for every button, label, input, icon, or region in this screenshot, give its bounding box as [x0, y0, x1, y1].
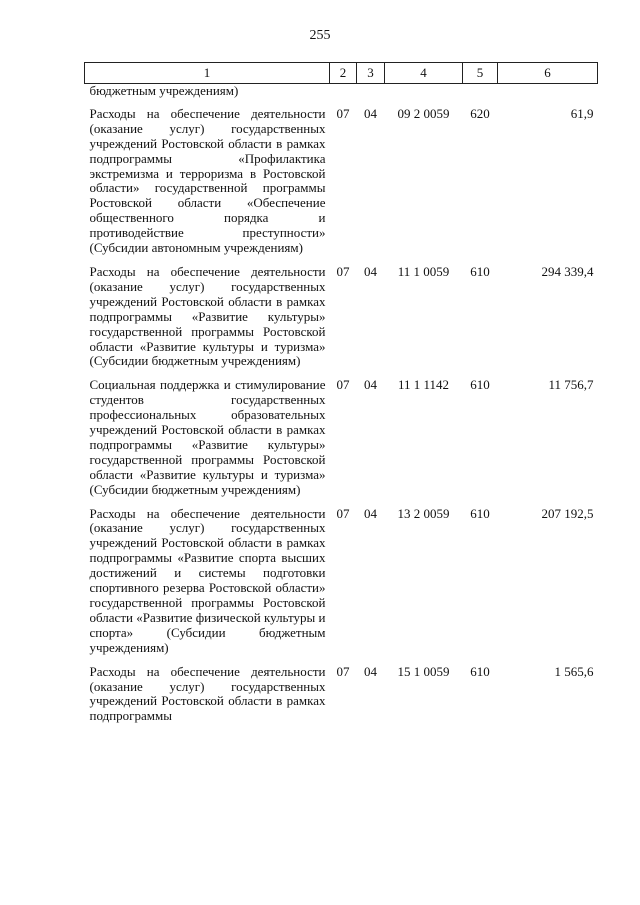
- row-description: Расходы на обеспечение деятельности (оказание услуг) государственных учреждений Ростовской области в рамках подпрограммы «Профилактика экстремизма и терроризма в Ростовской области» государственной программы Ростовской области «Обеспечение общественного порядка и противодействие преступности» (Субсидии автономным учреждениям): [89, 105, 326, 256]
- table-row: [85, 374, 598, 502]
- row-expense-type: 610: [470, 663, 490, 679]
- row-section: 07: [336, 505, 350, 521]
- header-col-4: 4: [385, 63, 463, 84]
- header-col-1: 1: [85, 63, 330, 84]
- header-col-5: 5: [463, 63, 498, 84]
- continuation-text: бюджетным учреждениям): [89, 83, 239, 98]
- row-section: 07: [336, 105, 350, 121]
- row-subsection: 04: [364, 663, 377, 679]
- row-expense-type: 610: [470, 263, 490, 279]
- row-expense-type: 610: [470, 377, 490, 393]
- row-description: Социальная поддержка и стимулирование студентов государственных профессиональных образовательных учреждений Ростовской области в рамках подпрограммы «Развитие культуры» государственной программы Ростовской области «Развитие культуры и туризма» (Субсидии бюджетным учреждениям): [89, 377, 326, 497]
- row-expense-type: 610: [470, 505, 490, 521]
- row-subsection: 04: [364, 263, 377, 279]
- page-number: 255: [309, 28, 331, 43]
- row-subsection: 04: [364, 377, 377, 393]
- header-col-6: 6: [498, 63, 598, 84]
- row-description: Расходы на обеспечение деятельности (оказание услуг) государственных учреждений Ростовской области в рамках подпрограммы «Развитие спорта высших достижений и системы подготовки спортивного резерва Ростовской области» государственной программы Ростовской области «Развитие физической культуры и спорта» (Субсидии бюджетным учреждениям): [89, 505, 326, 655]
- row-subsection: 04: [364, 105, 377, 121]
- row-target-article: 11 1 1142: [397, 377, 450, 393]
- continuation-row: [85, 84, 598, 103]
- row-target-article: 15 1 0059: [397, 663, 450, 679]
- table-row: [85, 503, 598, 661]
- header-col-3: 3: [357, 63, 385, 84]
- row-expense-type: 620: [470, 105, 490, 121]
- row-description: Расходы на обеспечение деятельности (оказание услуг) государственных учреждений Ростовской области в рамках подпрограммы «Развитие культуры» государственной программы Ростовской области «Развитие культуры и туризма» (Субсидии бюджетным учреждениям): [89, 263, 326, 369]
- row-section: 07: [336, 663, 350, 679]
- row-section: 07: [336, 263, 350, 279]
- row-target-article: 11 1 0059: [397, 263, 450, 279]
- table-row: [85, 661, 598, 730]
- budget-table: [84, 62, 598, 729]
- row-amount: 294 339,4: [541, 263, 594, 279]
- row-amount: 11 756,7: [548, 377, 594, 393]
- row-subsection: 04: [364, 505, 377, 521]
- header-col-2: 2: [330, 63, 357, 84]
- row-description: Расходы на обеспечение деятельности (оказание услуг) государственных учреждений Ростовской области в рамках подпрограммы: [89, 663, 326, 724]
- row-amount: 61,9: [570, 105, 594, 121]
- row-target-article: 09 2 0059: [397, 105, 450, 121]
- table-row: [85, 103, 598, 261]
- row-amount: 207 192,5: [541, 505, 594, 521]
- table-row: [85, 261, 598, 374]
- row-target-article: 13 2 0059: [397, 505, 450, 521]
- table-header-row: [85, 63, 598, 84]
- row-section: 07: [336, 377, 350, 393]
- row-amount: 1 565,6: [554, 663, 594, 679]
